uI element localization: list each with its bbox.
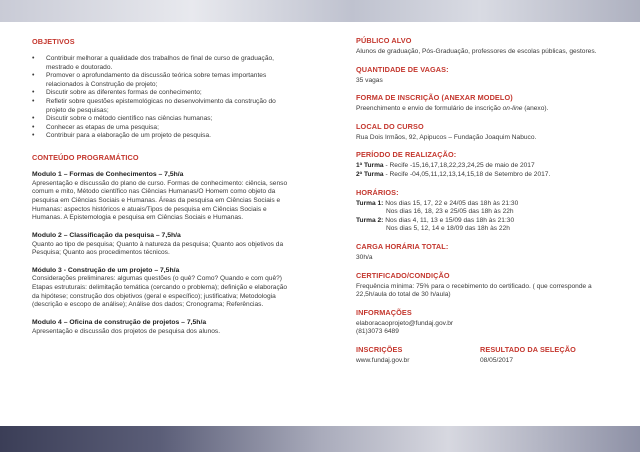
periodo-turma-1 <box>356 162 618 171</box>
publico-section <box>356 36 618 57</box>
left-column <box>32 37 290 336</box>
list-item: • Discutir sobre o método científico nas ciências humanas; <box>32 115 290 124</box>
vagas-title: QUANTIDADE DE VAGAS: <box>356 64 449 74</box>
publico-text: Alunos de graduação, Pós-Graduação, professores de escolas públicas, gestores. <box>356 48 597 55</box>
list-item: • Promover o aprofundamento da discussão teórica sobre temas importantes relacionados à Construção de projeto; <box>32 72 290 89</box>
periodo-section <box>356 150 618 179</box>
inscricao-title: FORMA DE INSCRIÇÃO (ANEXAR MODELO) <box>356 93 513 103</box>
inscricao-text-italic: on-line <box>502 105 523 113</box>
horario-line: Nos dias 5, 12, 14 e 18/09 das 18h às 22h <box>386 225 510 233</box>
informacoes-title: INFORMAÇÕES <box>356 307 412 317</box>
resultado-title: RESULTADO DA SELEÇÃO <box>480 344 576 354</box>
module-1 <box>32 171 290 223</box>
module-title: Modulo 4 – Oficina de construção de projetos – 7,5h/a <box>32 318 207 326</box>
turma-label: 1ª Turma <box>356 162 384 170</box>
turma-text: - Recife -15,16,17,18,22,23,24,25 de maio de 2017 <box>383 162 535 170</box>
resultado-date: 08/05/2017 <box>480 356 514 364</box>
local-title: LOCAL DO CURSO <box>356 121 424 131</box>
turma-text: - Recife -04,05,11,12,13,14,15,18 de Setembro de 2017. <box>383 170 551 178</box>
certificado-text: Frequência mínima: 75% para o recebimento do certificado. ( que corresponde a 22,5h/aula do total de 30 h/aula) <box>356 282 592 299</box>
horario-line: Nos dias 4, 11, 13 e 15/09 das 18h às 21:30 <box>383 216 515 224</box>
module-title: Modulo 1 – Formas de Conhecimentos – 7,5h/a <box>32 170 184 178</box>
local-section <box>356 122 618 143</box>
inscricoes-section <box>356 345 480 366</box>
periodo-turma-2 <box>356 171 618 180</box>
module-title: Modulo 2 – Classificação da pesquisa – 7,5h/a <box>32 231 181 239</box>
module-title: Módulo 3 - Construção de um projeto – 7,5h/a <box>32 266 180 274</box>
certificado-section <box>356 271 618 300</box>
horario-turma-1 <box>356 200 618 209</box>
conteudo-title: CONTEÚDO PROGRAMÁTICO <box>32 152 139 162</box>
vagas-text: 35 vagas <box>356 76 383 84</box>
module-text: Quanto ao tipo de pesquisa; Quanto à natureza da pesquisa; Quanto aos objetivos da Pesquisa; Quanto aos procedimentos técnicos. <box>32 240 284 257</box>
inscricoes-title: INSCRIÇÕES <box>356 344 403 354</box>
right-column <box>356 36 618 366</box>
certificado-title: CERTIFICADO/CONDIÇÃO <box>356 270 450 280</box>
inscricao-section <box>356 93 618 114</box>
horarios-title: HORÁRIOS: <box>356 187 399 197</box>
informacoes-phone: (81)3073 6489 <box>356 328 399 336</box>
module-text: Apresentação e discussão dos projetos de pesquisa dos alunos. <box>32 327 221 335</box>
informacoes-email[interactable]: elaboracaoprojeto@fundaj.gov.br <box>356 319 454 327</box>
module-text: Apresentação e discussão do plano de curso. Formas de conhecimento: ciência, senso comum e mito, Método científico nas Ciências Humanas/O Homem como objeto da pesquisa em Ciências Sociais e Humanas. Áreas da pesquisa em Ciências Sociais e Humanas: aspectos históricos e atuais/Tipos de pesquisa em Ciências Sociais e Humanas. A Epistemologia e pesquisa em Ciências Sociais e Humanas. <box>32 179 288 222</box>
inscricao-text <box>356 105 618 114</box>
local-text: Rua Dois Irmãos, 92, Apipucos – Fundação Joaquim Nabuco. <box>356 133 537 141</box>
inscricao-text-before: Preenchimento e envio de formulário de inscrição <box>356 105 503 113</box>
turma-label: Turma 1: <box>356 199 384 207</box>
conteudo-section <box>32 153 290 336</box>
module-2 <box>32 232 290 258</box>
list-item: • Contribuir melhorar a qualidade dos trabalhos de final de curso de graduação, mestrado e doutorado. <box>32 55 290 72</box>
horario-line: Nos dias 15, 17, 22 e 24/05 das 18h às 21:30 <box>383 199 519 207</box>
inscricoes-link[interactable]: www.fundaj.gov.br <box>356 356 410 364</box>
resultado-section <box>480 345 604 366</box>
list-item: • Conhecer as etapas de uma pesquisa; <box>32 124 290 133</box>
list-item: • Discutir sobre as diferentes formas de conhecimento; <box>32 89 290 98</box>
periodo-title: PERÍODO DE REALIZAÇÃO: <box>356 150 457 160</box>
turma-label: Turma 2: <box>356 216 384 224</box>
top-decorative-band <box>0 0 640 22</box>
list-item: • Refletir sobre questões epistemológicas no desenvolvimento da construção do projeto de pesquisas; <box>32 98 290 115</box>
inscricao-text-after: (anexo). <box>522 105 549 113</box>
publico-title: PÚBLICO ALVO <box>356 36 412 45</box>
vagas-section <box>356 65 618 86</box>
module-4 <box>32 319 290 336</box>
module-3 <box>32 267 290 310</box>
horario-line: Nos dias 16, 18, 23 e 25/05 das 18h às 22h <box>386 208 514 216</box>
carga-section <box>356 242 618 263</box>
turma-label: 2ª Turma <box>356 170 384 178</box>
carga-title: CARGA HORÁRIA TOTAL: <box>356 241 449 251</box>
inscricoes-resultado-row <box>356 345 618 366</box>
bottom-decorative-band <box>0 426 640 452</box>
module-text: Considerações preliminares: algumas questões (o quê? Como? Quando e com quê?) Etapas estruturais: delimitação temática (cercando o problema); definição e elaboração da hipótese; construção dos objetivos (geral e específico); justificativa; Metodologia (descrição e escopo de análise); Análise dos dados; Cronograma; Referências. <box>32 275 288 309</box>
carga-text: 30h/a <box>356 253 373 261</box>
informacoes-section <box>356 308 618 337</box>
objetivos-title: OBJETIVOS <box>32 37 75 46</box>
objetivos-list <box>32 55 290 141</box>
horarios-section <box>356 188 618 234</box>
objetivos-section <box>32 37 290 141</box>
horario-turma-2 <box>356 217 618 226</box>
list-item: • Contribuir para a elaboração de um projeto de pesquisa. <box>32 132 290 141</box>
